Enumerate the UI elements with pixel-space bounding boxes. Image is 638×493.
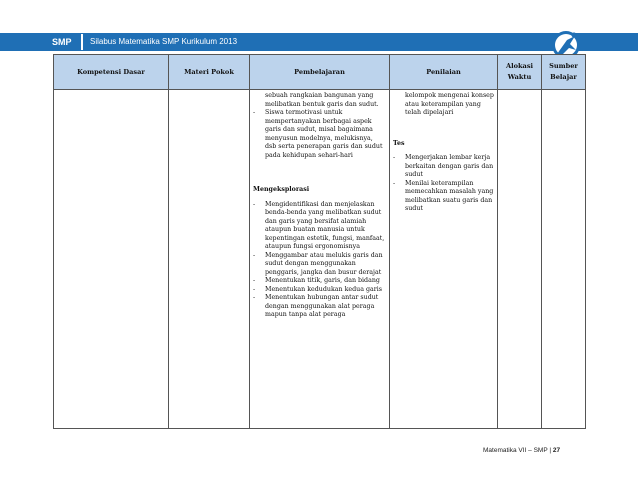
list-item: - Siswa termotivasi untuk mempertanyakan berbagai aspek garis dan sudut, misal bagaimana menyusun modelnya, melukisnya, dsb serta penerapan garis dan sudut pada kehidupan sehari-hari xyxy=(253,109,386,160)
footer-text: Matematika VII – SMP | xyxy=(483,447,552,454)
page-number: 27 xyxy=(552,447,561,454)
penilaian-continuation: kelompok mengenai konsep atau keterampilan yang telah dipelajari xyxy=(405,92,494,116)
header-penilaian: Penilaian xyxy=(390,55,498,90)
list-item: - Menentukan titik, garis, dan bidang xyxy=(253,277,386,286)
cell-kompetensi-dasar xyxy=(54,90,169,429)
smp-badge: SMP xyxy=(52,37,72,47)
page-footer xyxy=(483,447,560,454)
pembelajaran-continuation: sebuah rangkaian bangunan yang melibatkan bentuk garis dan sudut. xyxy=(265,92,379,108)
pembelajaran-list xyxy=(253,201,386,320)
penilaian-list xyxy=(393,154,494,214)
table-row xyxy=(54,90,586,429)
list-item: - Mengidentifikasi dan menjelaskan benda-benda yang melibatkan sudut dan garis yang bersifat alamiah ataupun buatan manusia untuk kepentingan estetik, fungsi, manfaat, ataupun fungsi ergonomisnya xyxy=(253,201,386,252)
list-item: - Menggambar atau melukis garis dan sudut dengan menggunakan penggaris, jangka dan busur derajat xyxy=(253,252,386,278)
header-alokasi-waktu: Alokasi Waktu xyxy=(498,55,542,90)
header-kompetensi-dasar: Kompetensi Dasar xyxy=(54,55,169,90)
list-item: - Mengerjakan lembar kerja berkaitan dengan garis dan sudut xyxy=(393,154,494,180)
cell-penilaian xyxy=(390,90,498,429)
section-mengeksplorasi: Mengeksplorasi xyxy=(253,186,310,193)
header-pembelajaran: Pembelajaran xyxy=(250,55,390,90)
cell-sumber-belajar xyxy=(542,90,586,429)
pembelajaran-list-top xyxy=(253,109,386,160)
section-tes: Tes xyxy=(393,139,405,147)
list-item: - Menilai keterampilan memecahkan masalah yang melibatkan suatu garis dan sudut xyxy=(393,180,494,214)
cell-pembelajaran xyxy=(250,90,390,429)
document-title: Silabus Matematika SMP Kurikulum 2013 xyxy=(90,37,238,46)
header-sumber-belajar: Sumber Belajar xyxy=(542,55,586,90)
list-item: - Menentukan kedudukan kedua garis xyxy=(253,286,386,295)
list-item: - Menentukan hubungan antar sudut dengan menggunakan alat peraga mapun tanpa alat peraga xyxy=(253,294,386,320)
header-materi-pokok: Materi Pokok xyxy=(169,55,250,90)
cell-alokasi-waktu xyxy=(498,90,542,429)
cell-materi-pokok xyxy=(169,90,250,429)
table-header-row xyxy=(54,55,586,90)
header-divider xyxy=(81,34,83,50)
syllabus-table xyxy=(53,54,586,429)
